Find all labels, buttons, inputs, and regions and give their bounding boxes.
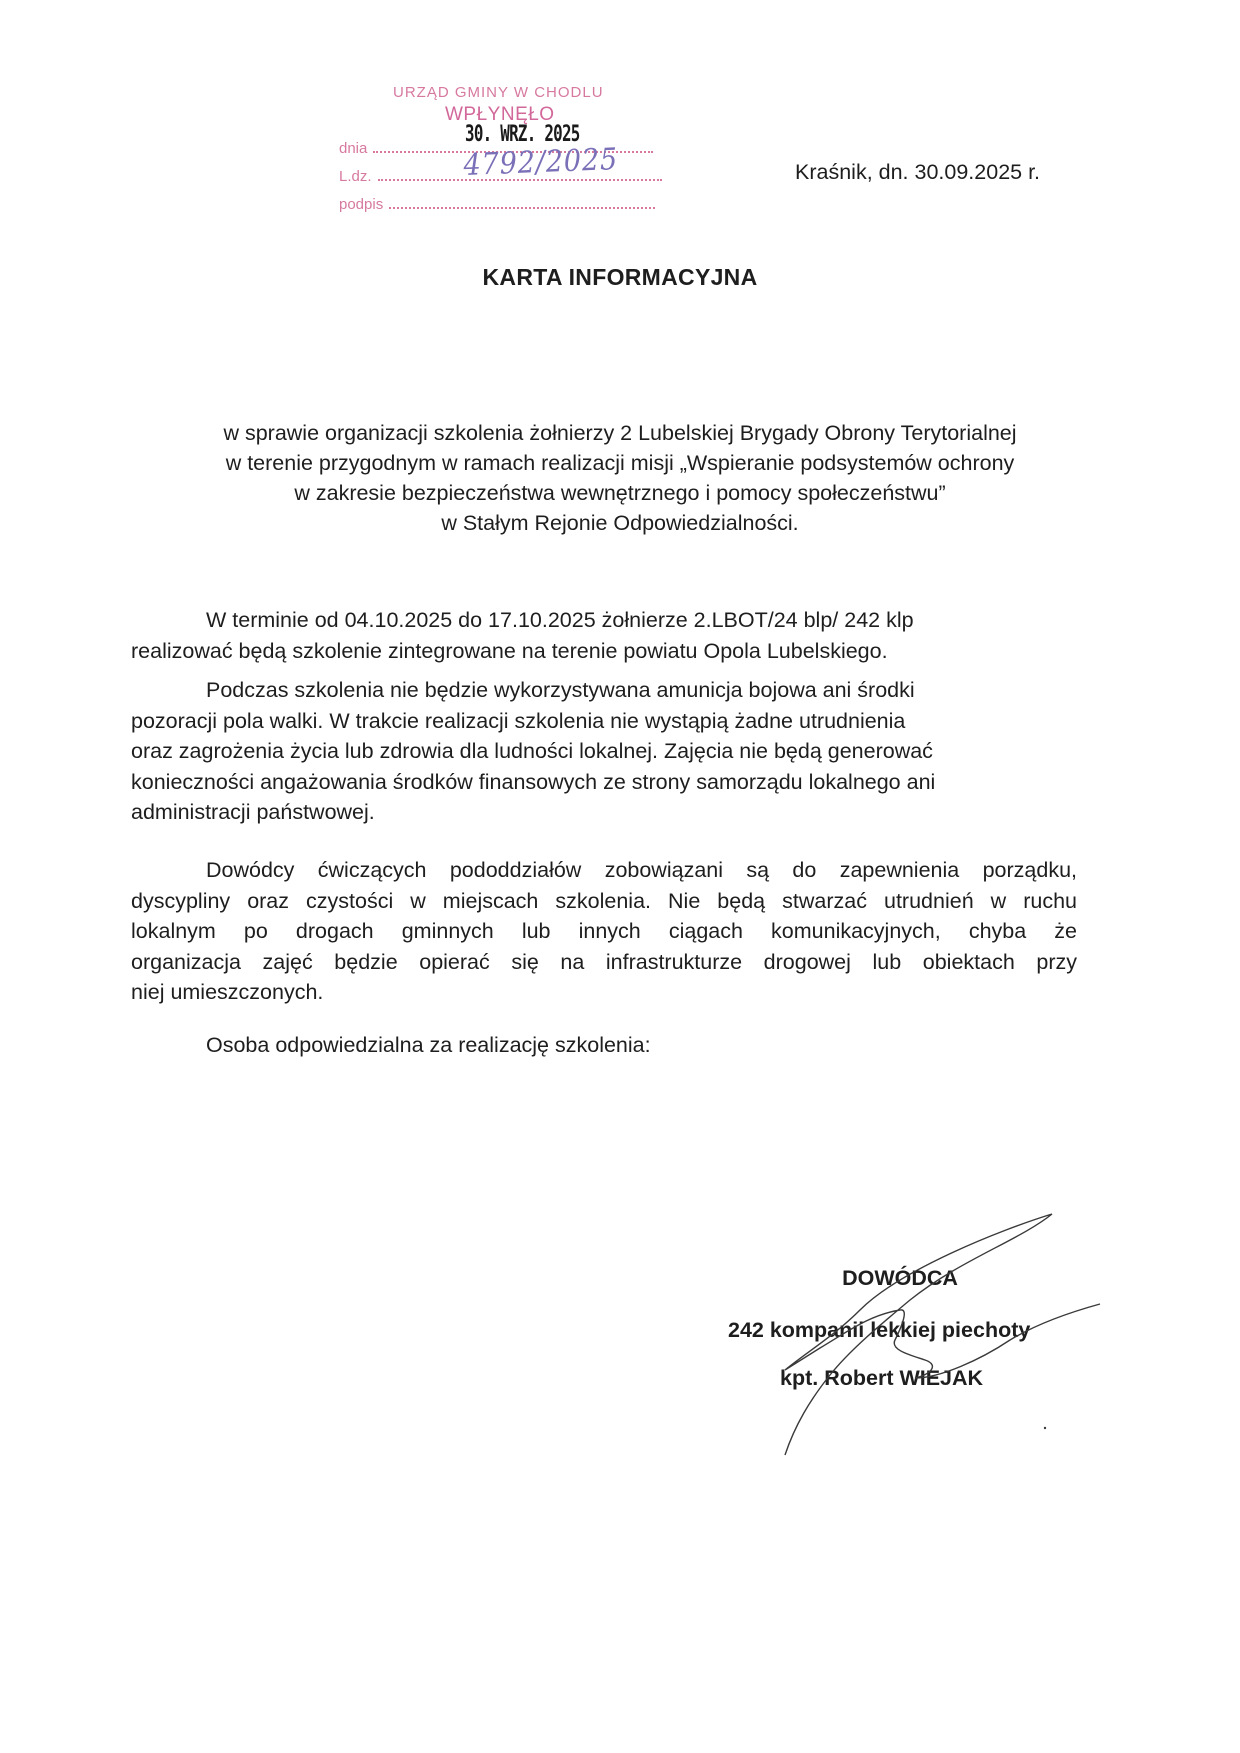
paragraph-line: organizacja zajęć będzie opierać się na infrastrukturze drogowej lub obiektach przy	[131, 949, 1077, 974]
subject-line: w sprawie organizacji szkolenia żołnierzy 2 Lubelskiej Brygady Obrony Terytorialnej	[223, 421, 1017, 445]
stamp-row-date-label: dnia	[339, 140, 368, 157]
stamp-office-name: URZĄD GMINY W CHODLU	[393, 84, 604, 101]
paragraph-line: Osoba odpowiedzialna za realizację szkolenia:	[206, 1033, 651, 1057]
stamp-row-sign	[339, 196, 655, 213]
paragraph-line: administracji państwowej.	[131, 800, 375, 824]
paragraph-line: Dowódcy ćwiczących pododdziałów zobowiązani są do zapewnienia porządku,	[206, 858, 1077, 882]
signature-unit: 242 kompanii lekkiej piechoty	[728, 1318, 1031, 1342]
paragraph-line: lokalnym po drogach gminnych lub innych ciągach komunikacyjnych, chyba że	[131, 919, 1077, 943]
paragraph-line: pozoracji pola walki. W trakcie realizacji szkolenia nie wystąpią żadne utrudnienia	[131, 708, 906, 733]
subject-line: w zakresie bezpieczeństwa wewnętrznego i pomocy społeczeństwu”	[294, 481, 946, 505]
paragraph-line: W terminie od 04.10.2025 do 17.10.2025 żołnierze 2.LBOT/24 blp/ 242 klp	[206, 608, 914, 632]
stamp-row-ref-label: L.dz.	[339, 168, 372, 185]
paragraph-responsible-person	[131, 1030, 1077, 1061]
paragraph-line: realizować będą szkolenie zintegrowane na terenie powiatu Opola Lubelskiego.	[131, 638, 888, 663]
paragraph-line: dyscypliny oraz czystości w miejscach szkolenia. Nie będą stwarzać utrudnień w ruchu	[131, 888, 1077, 913]
paragraph-line: konieczności angażowania środków finansowych ze strony samorządu lokalnego ani	[131, 769, 936, 794]
paragraph-commanders-duties	[131, 855, 1077, 1008]
paragraph-line: oraz zagrożenia życia lub zdrowia dla ludności lokalnej. Zajęcia nie będą generować	[131, 739, 933, 763]
paragraph-safety	[131, 675, 1077, 828]
incoming-stamp	[335, 82, 675, 217]
stamp-row-sign-label: podpis	[339, 196, 384, 213]
handwritten-reference-number: 4792/2025	[463, 142, 619, 183]
paragraph-line: Podczas szkolenia nie będzie wykorzystywana amunicja bojowa ani środki	[206, 678, 915, 702]
subject-block	[120, 418, 1120, 538]
stamp-received-label: WPŁYNĘŁO	[445, 104, 555, 125]
signature-role: DOWÓDCA	[842, 1266, 958, 1290]
dotted-line	[389, 206, 655, 209]
paragraph-schedule	[131, 605, 1077, 666]
paragraph-line: niej umieszczonych.	[131, 980, 324, 1004]
place-and-date: Kraśnik, dn. 30.09.2025 r.	[795, 160, 1041, 184]
subject-line: w terenie przygodnym w ramach realizacji misji „Wspieranie podsystemów ochrony	[225, 451, 1015, 475]
stamp-date: 30. WRZ. 2025	[465, 122, 580, 147]
signature-name: kpt. Robert WIEJAK	[780, 1366, 984, 1390]
subject-line: w Stałym Rejonie Odpowiedzialności.	[441, 511, 799, 535]
document-title: KARTA INFORMACYJNA	[482, 264, 758, 290]
